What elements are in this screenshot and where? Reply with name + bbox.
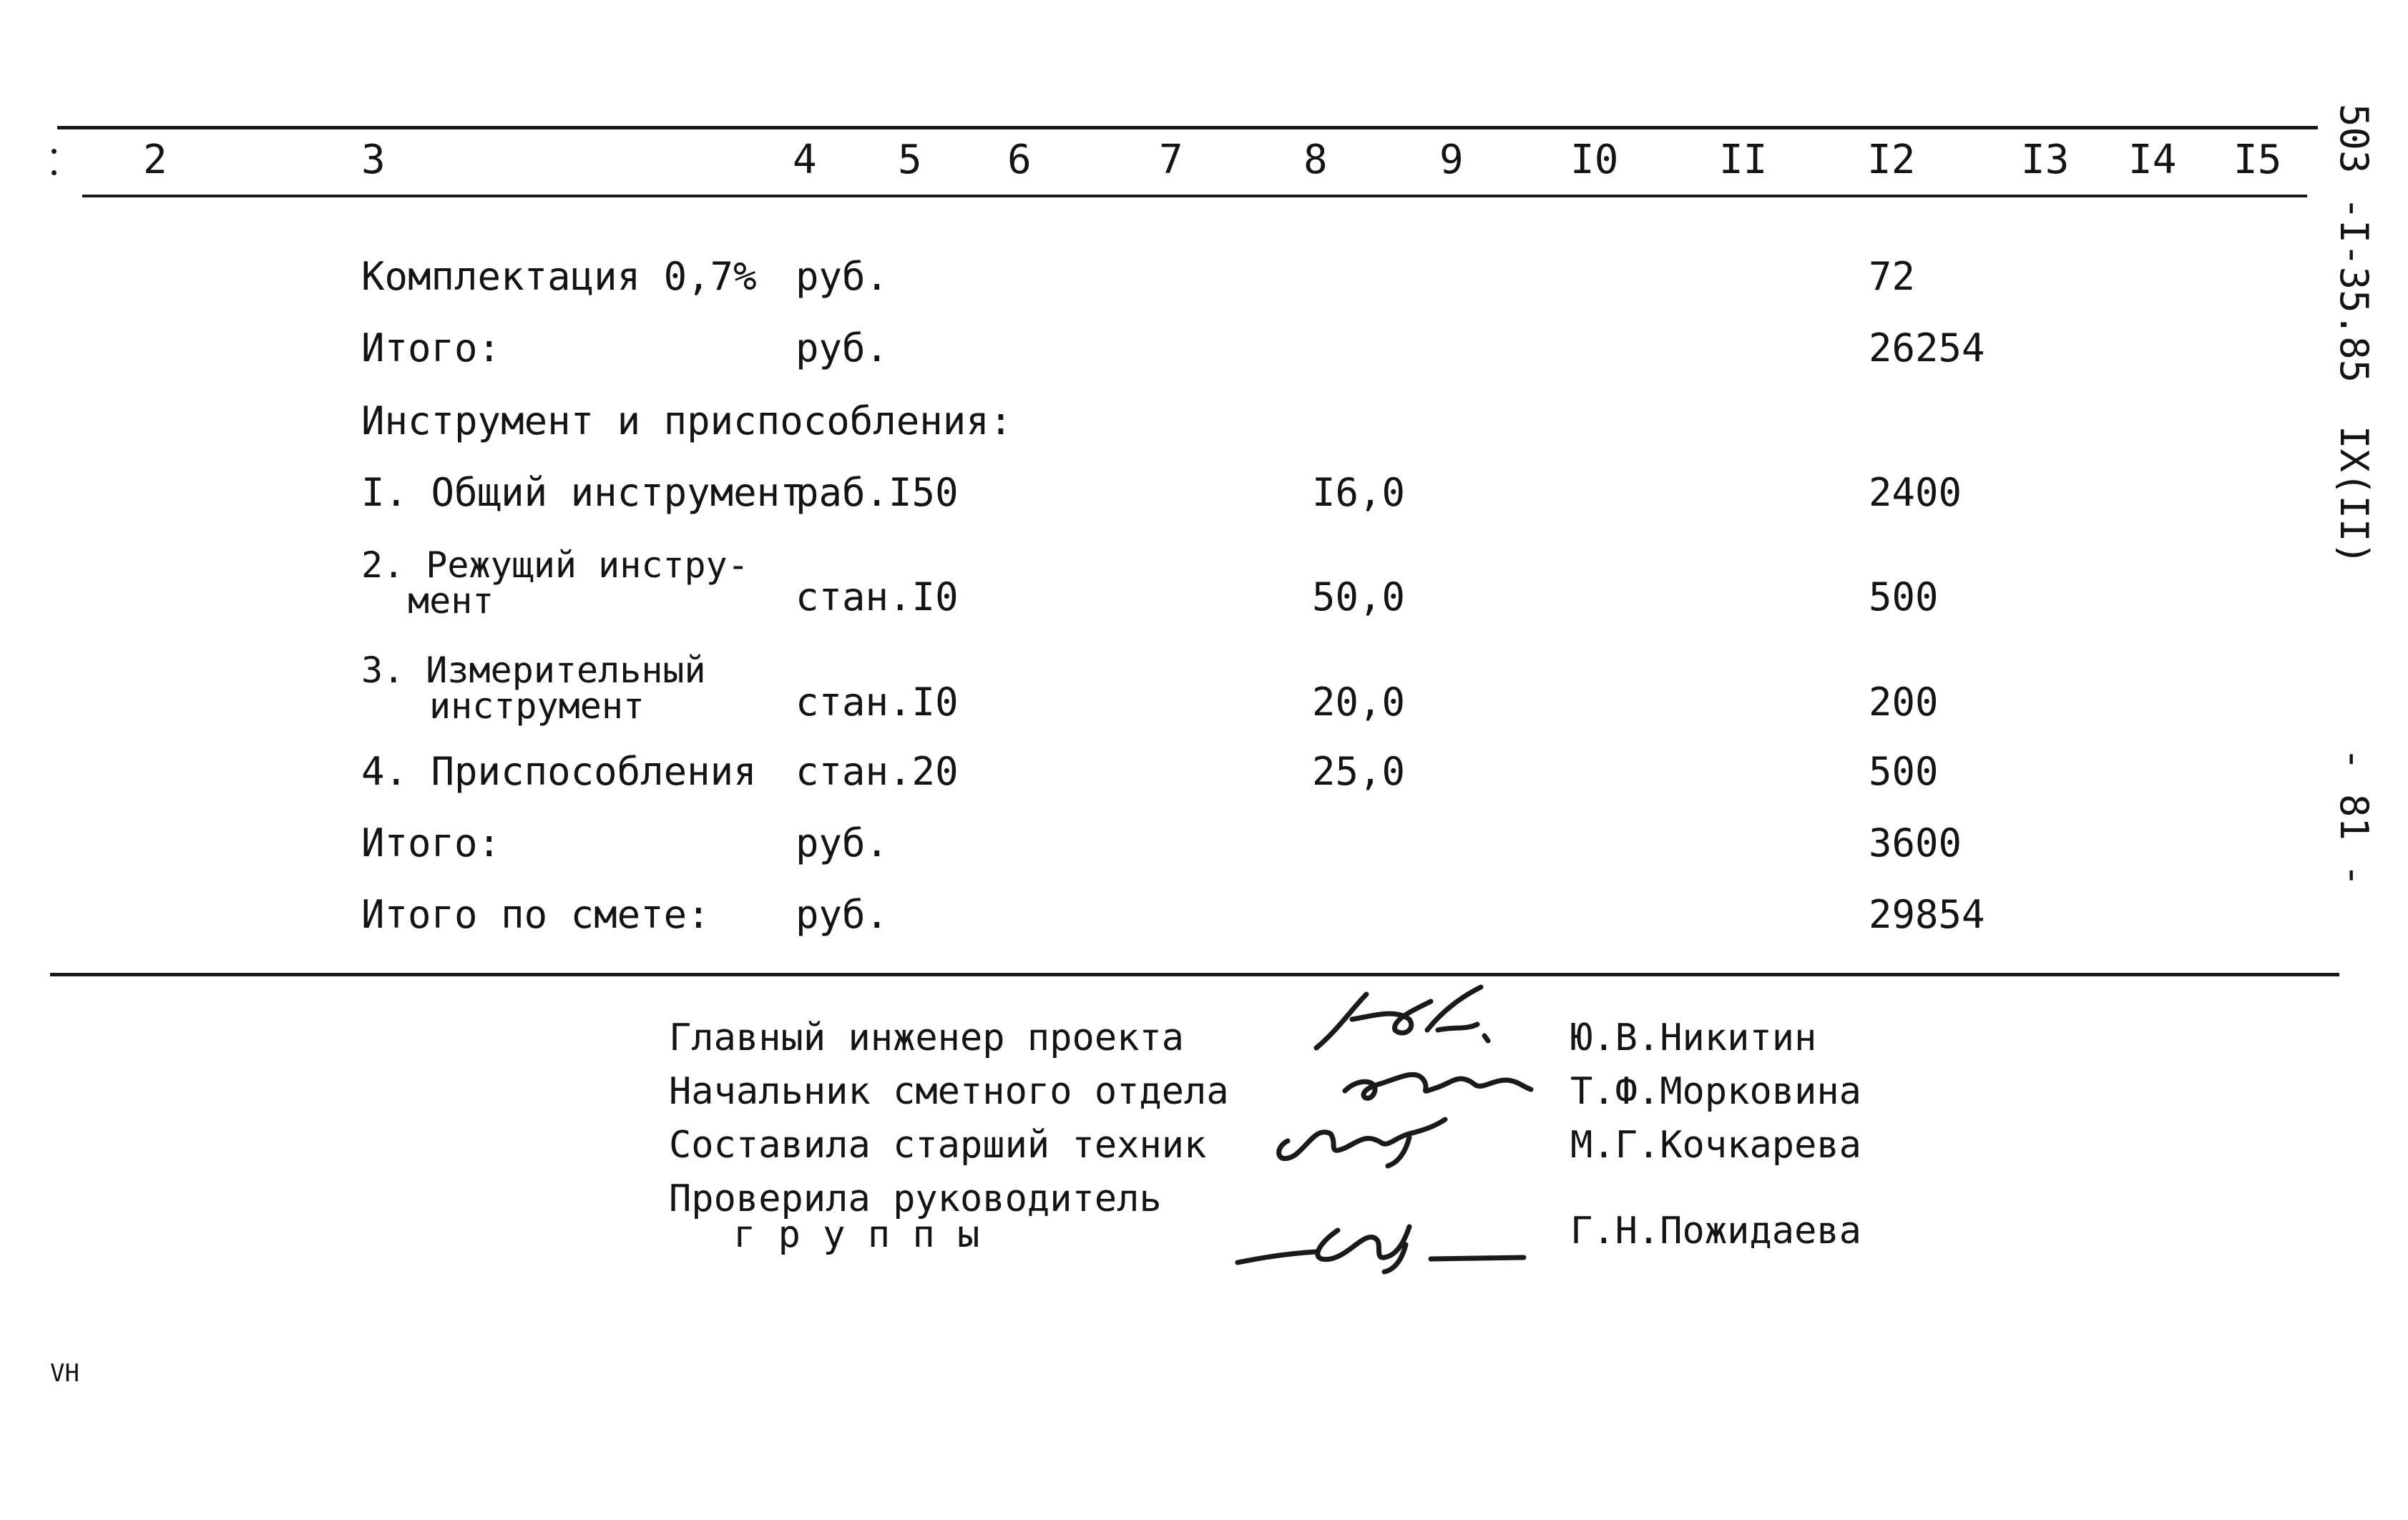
page-number: - 81 - (2331, 747, 2377, 888)
row-price: I6,0 (1312, 470, 1406, 515)
col-2: 2 (143, 137, 167, 183)
row-unit: раб.I50 (796, 470, 959, 515)
margin-dot (52, 149, 57, 154)
row-total: 500 (1869, 749, 1939, 794)
handwritten-signature (1230, 1195, 1531, 1273)
margin-dot (52, 170, 57, 175)
footer-mark: VH (50, 1359, 79, 1388)
section-heading: Инструмент и приспособления: (361, 398, 1013, 443)
col-14: I4 (2128, 137, 2177, 183)
col-10: I0 (1570, 137, 1619, 183)
document-code: 503 -I-35.85 (2331, 104, 2377, 383)
col-11: II (1719, 137, 1768, 183)
signature-person: Т.Ф.Морковина (1570, 1070, 1861, 1113)
row-total: 500 (1869, 574, 1939, 619)
row-unit: руб. (796, 325, 889, 371)
col-4: 4 (793, 137, 817, 183)
row-total: 2400 (1869, 470, 1962, 515)
row-unit: руб. (796, 892, 889, 937)
row-price: 50,0 (1312, 574, 1406, 619)
col-6: 6 (1007, 137, 1032, 183)
row-name: I. Общий инструмент (361, 470, 803, 515)
row-name: 4. Приспособления (361, 749, 757, 794)
signature-person: Ю.В.Никитин (1570, 1016, 1817, 1059)
col-5: 5 (898, 137, 922, 183)
handwritten-signature (1338, 1048, 1538, 1112)
col-13: I3 (2021, 137, 2070, 183)
row-unit: стан.I0 (796, 574, 959, 619)
col-9: 9 (1439, 137, 1464, 183)
signature-person: Г.Н.Пожидаева (1570, 1210, 1861, 1252)
row-total: 3600 (1869, 820, 1962, 866)
header-bottom-rule (82, 195, 2307, 197)
signature-role: Начальник сметного отдела (669, 1070, 1229, 1113)
row-name-line1: 2. Режущий инстру- (361, 544, 749, 586)
col-15: I5 (2233, 137, 2282, 183)
row-unit: стан.20 (796, 749, 959, 794)
col-12: I2 (1867, 137, 1916, 183)
col-3: 3 (361, 137, 386, 183)
volume-code: IX(II) (2331, 426, 2377, 566)
signature-role-line2: г р у п п ы (733, 1213, 980, 1256)
row-name-line2: инструмент (429, 685, 645, 727)
row-name: Итого: (361, 820, 501, 866)
row-total: 26254 (1869, 325, 1985, 371)
row-name: Итого по смете: (361, 892, 710, 937)
row-name-line1: 3. Измерительный (361, 649, 706, 691)
row-unit: руб. (796, 254, 889, 299)
handwritten-signature (1309, 980, 1495, 1059)
col-7: 7 (1159, 137, 1183, 183)
top-rule (57, 126, 2318, 129)
handwritten-signature (1266, 1105, 1452, 1173)
signature-person: М.Г.Кочкарева (1570, 1124, 1861, 1167)
row-name: Итого: (361, 325, 501, 371)
row-unit: стан.I0 (796, 680, 959, 725)
row-total: 72 (1869, 254, 1916, 299)
row-name: Комплектация 0,7% (361, 254, 757, 299)
bottom-rule (50, 973, 2339, 976)
row-total: 29854 (1869, 892, 1985, 937)
signature-role-line1: Проверила руководитель (669, 1177, 1162, 1220)
row-unit: руб. (796, 820, 889, 866)
col-8: 8 (1303, 137, 1328, 183)
row-name-line2: мент (408, 580, 494, 622)
row-price: 25,0 (1312, 749, 1406, 794)
signature-role: Составила старший техник (669, 1124, 1207, 1167)
row-total: 200 (1869, 680, 1939, 725)
signature-role: Главный инженер проекта (669, 1016, 1185, 1059)
row-price: 20,0 (1312, 680, 1406, 725)
